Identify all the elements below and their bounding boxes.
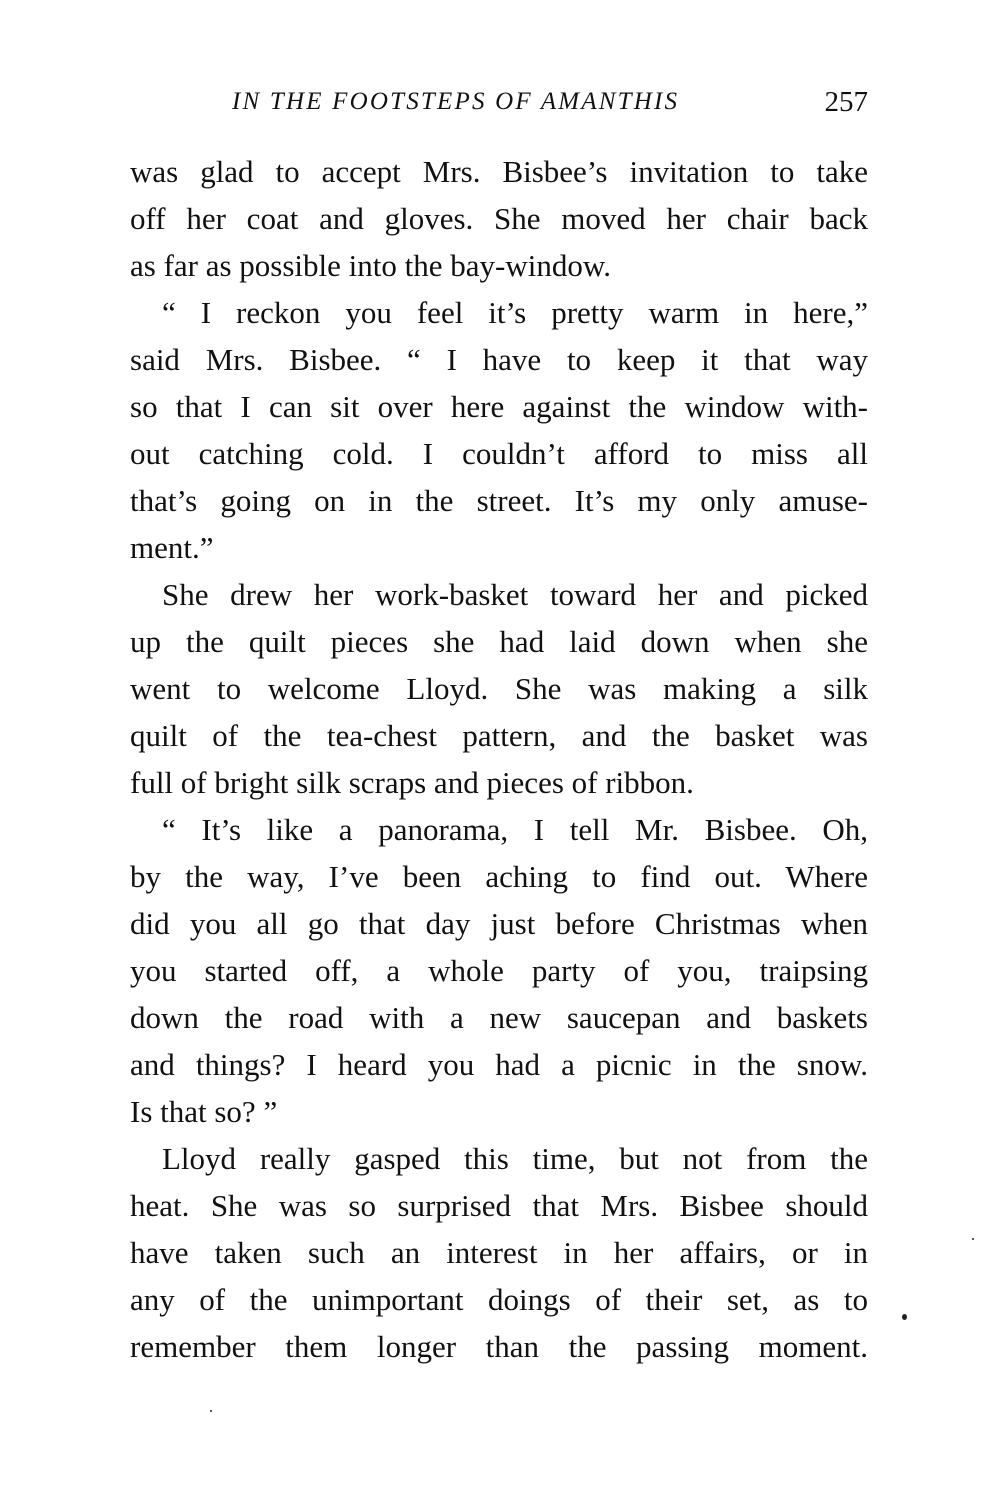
text-line: did you all go that day just before Christmas when bbox=[130, 906, 868, 941]
text-line: any of the unimportant doings of their set, as to bbox=[130, 1282, 868, 1317]
text-line: went to welcome Lloyd. She was making a silk bbox=[130, 671, 868, 706]
text-line: heat. She was so surprised that Mrs. Bisbee should bbox=[130, 1188, 868, 1223]
ink-speck bbox=[972, 1238, 974, 1240]
text-line: said Mrs. Bisbee. “ I have to keep it that way bbox=[130, 342, 868, 377]
ink-speck bbox=[902, 1314, 907, 1320]
text-line: up the quilt pieces she had laid down when she bbox=[130, 624, 868, 659]
text-line: “ It’s like a panorama, I tell Mr. Bisbee. Oh, bbox=[162, 812, 868, 847]
text-line: Is that so? ” bbox=[130, 1094, 278, 1129]
text-line: Lloyd really gasped this time, but not from the bbox=[162, 1141, 868, 1176]
text-line: so that I can sit over here against the window with- bbox=[130, 389, 868, 424]
body-text bbox=[130, 148, 868, 1370]
text-line: ment.” bbox=[130, 530, 214, 565]
text-line: quilt of the tea-chest pattern, and the basket was bbox=[130, 718, 868, 753]
text-line: was glad to accept Mrs. Bisbee’s invitation to take bbox=[130, 154, 868, 189]
text-line: and things? I heard you had a picnic in the snow. bbox=[130, 1047, 868, 1082]
text-line: She drew her work-basket toward her and picked bbox=[162, 577, 868, 612]
text-line: as far as possible into the bay-window. bbox=[130, 248, 611, 283]
text-line: off her coat and gloves. She moved her chair back bbox=[130, 201, 868, 236]
running-head: IN THE FOOTSTEPS OF AMANTHIS bbox=[232, 88, 680, 115]
text-line: “ I reckon you feel it’s pretty warm in here,” bbox=[162, 295, 868, 330]
text-line: full of bright silk scraps and pieces of ribbon. bbox=[130, 765, 694, 800]
text-line: by the way, I’ve been aching to find out. Where bbox=[130, 859, 868, 894]
text-line: you started off, a whole party of you, traipsing bbox=[130, 953, 868, 988]
text-line: out catching cold. I couldn’t afford to miss all bbox=[130, 436, 868, 471]
text-line: that’s going on in the street. It’s my only amuse- bbox=[130, 483, 868, 518]
page-number: 257 bbox=[824, 86, 868, 118]
text-line: have taken such an interest in her affairs, or in bbox=[130, 1235, 868, 1270]
page-header bbox=[130, 82, 868, 122]
ink-speck bbox=[210, 1410, 212, 1412]
text-line: down the road with a new saucepan and baskets bbox=[130, 1000, 868, 1035]
text-line: remember them longer than the passing moment. bbox=[130, 1329, 868, 1364]
